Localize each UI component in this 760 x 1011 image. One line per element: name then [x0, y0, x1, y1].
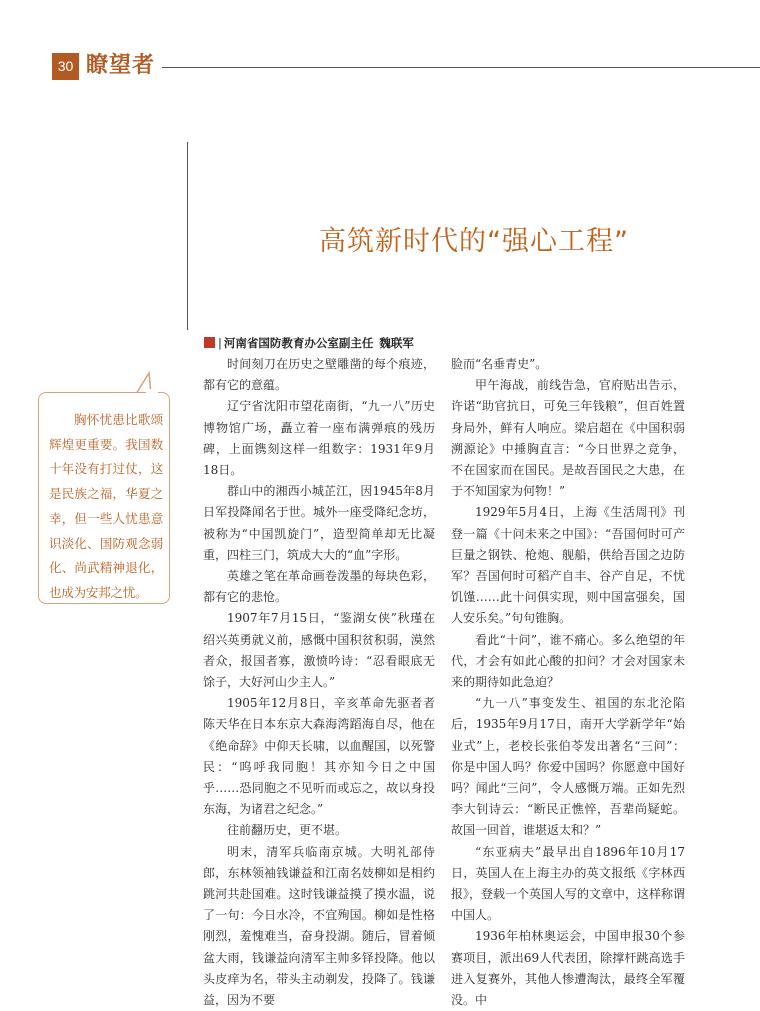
- paragraph: 1907年7月15日，“鉴湖女侠”秋瑾在绍兴英勇就义前，感慨中国积贫积弱，漠然者众，报国者寡，激愤吟诗：“忍看眼底无馀子，大好河山少主人。”: [203, 611, 435, 690]
- paragraph: “九一八”事变发生、祖国的东北沦陷后，1935年9月17日，南开大学新学年“始业式”上，老校长张伯苓发出著名“三问”：你是中国人吗？你爱中国吗？你愿意中国好吗？闻此“三问”，令人感慨万端。正如先烈李大钊诗云：“断民正憔悴，吾辈尚疑蛇。故国一回首，谁堪返太和？”: [451, 696, 685, 838]
- paragraph: 脸而“名垂青史”。: [451, 357, 548, 371]
- header-rule: [162, 67, 760, 68]
- article-title: 高筑新时代的“强心工程”: [319, 226, 629, 257]
- paragraph: 群山中的湘西小城芷江，因1945年8月日军投降闻名于世。城外一座受降纪念坊，被称为“中国凯旋门”，造型简单却无比凝重，四柱三门，筑成大大的“血”字形。: [203, 484, 435, 562]
- paragraph: 往前翻历史，更不堪。: [227, 823, 348, 838]
- paragraph: 英雄之笔在革命画卷泼墨的每块色彩，都有它的悲怆。: [203, 569, 435, 605]
- byline-separator: |: [218, 336, 222, 350]
- magazine-name: 瞭望者: [86, 53, 156, 78]
- paragraph: 辽宁省沈阳市望花南街，“九一八”历史博物馆广场，矗立着一座布满弹痕的残历碑，上面镌刻这样一组数字：1931年9月18日。: [203, 399, 435, 478]
- byline-marker-icon: [204, 337, 215, 348]
- paragraph: 明末，清军兵临南京城。大明礼部侍郎，东林领袖钱谦益和江南名妓柳如是相约跳河共赴国难。这时钱谦益摸了摸水温，说了一句：今日水冷，不宜殉国。柳如是性格刚烈，羞愧难当，奋身投湖。随后，冒着倾盆大雨，钱谦益向清军主帅多铎投降。他以头皮痒为名，带头主动剃发，投降了。钱谦益，因为不要: [203, 844, 435, 1008]
- paragraph: 看此“十问”，谁不痛心。多么绝望的年代，才会有如此心酸的扣问？才会对国家未来的期待如此急迫？: [451, 632, 685, 690]
- byline: [204, 335, 414, 351]
- article-column-left: [203, 354, 435, 1011]
- byline-author: 魏联军: [379, 336, 414, 350]
- paragraph: 1905年12月8日，辛亥革命先驱者者陈天华在日本东京大森海湾蹈海自尽，他在《绝命辞》中仰天长啸，以血醒国，以死警民：“呜呼我同胞！其亦知今日之中国乎……恐同胞之不见听而或忘之，故以身投东海，为诸君之纪念。”: [203, 696, 435, 817]
- paragraph: 时间刻刀在历史之壁雕凿的每个痕迹，都有它的意蕴。: [203, 357, 435, 393]
- callout-tail-mask: [146, 389, 158, 395]
- paragraph: “东亚病夫”最早出自1896年10月17日，英国人在上海主办的英文报纸《字林西报》，登载一个英国人写的文章中，这样称谓中国人。: [451, 844, 686, 923]
- pull-quote: [38, 392, 170, 604]
- paragraph: 甲午海战，前线告急，官府贴出告示，许诺“助官抗日，可免三年钱粮”，但百姓置身局外，鲜有人响应。梁启超在《中国积弱溯源论》中捶胸直言：“今日世界之竞争，不在国家而在国民。是故吾国民之大患，在于不知国家为何物！”: [451, 378, 685, 499]
- byline-affiliation: 河南省国防教育办公室副主任: [223, 336, 374, 350]
- pull-quote-text: 胸怀忧患比歌颂辉煌更重要。我国数十年没有打过仗，这是民族之福，华夏之幸，但一些人忧患意识淡化、国防观念弱化、尚武精神退化，也成为安邦之忧。: [49, 412, 163, 600]
- article-column-right: [451, 354, 685, 1011]
- page-number: 30: [52, 53, 79, 80]
- paragraph: 1929年5月4日，上海《生活周刊》刊登一篇《十问未来之中国》：“吾国何时可产巨量之钢铁、枪炮、舰船，供给吾国之边防军？吾国何时可稻产自丰、谷产自足，不忧饥馑……此十问俱实现，则中国富强矣，国人安乐矣。”句句锥胸。: [451, 505, 685, 626]
- paragraph: 1936年柏林奥运会，中国申报30个参赛项目，派出69人代表团，除撑杆跳高选手进入复赛外，其他人惨遭淘汰，最终全军覆没。中: [451, 929, 685, 1008]
